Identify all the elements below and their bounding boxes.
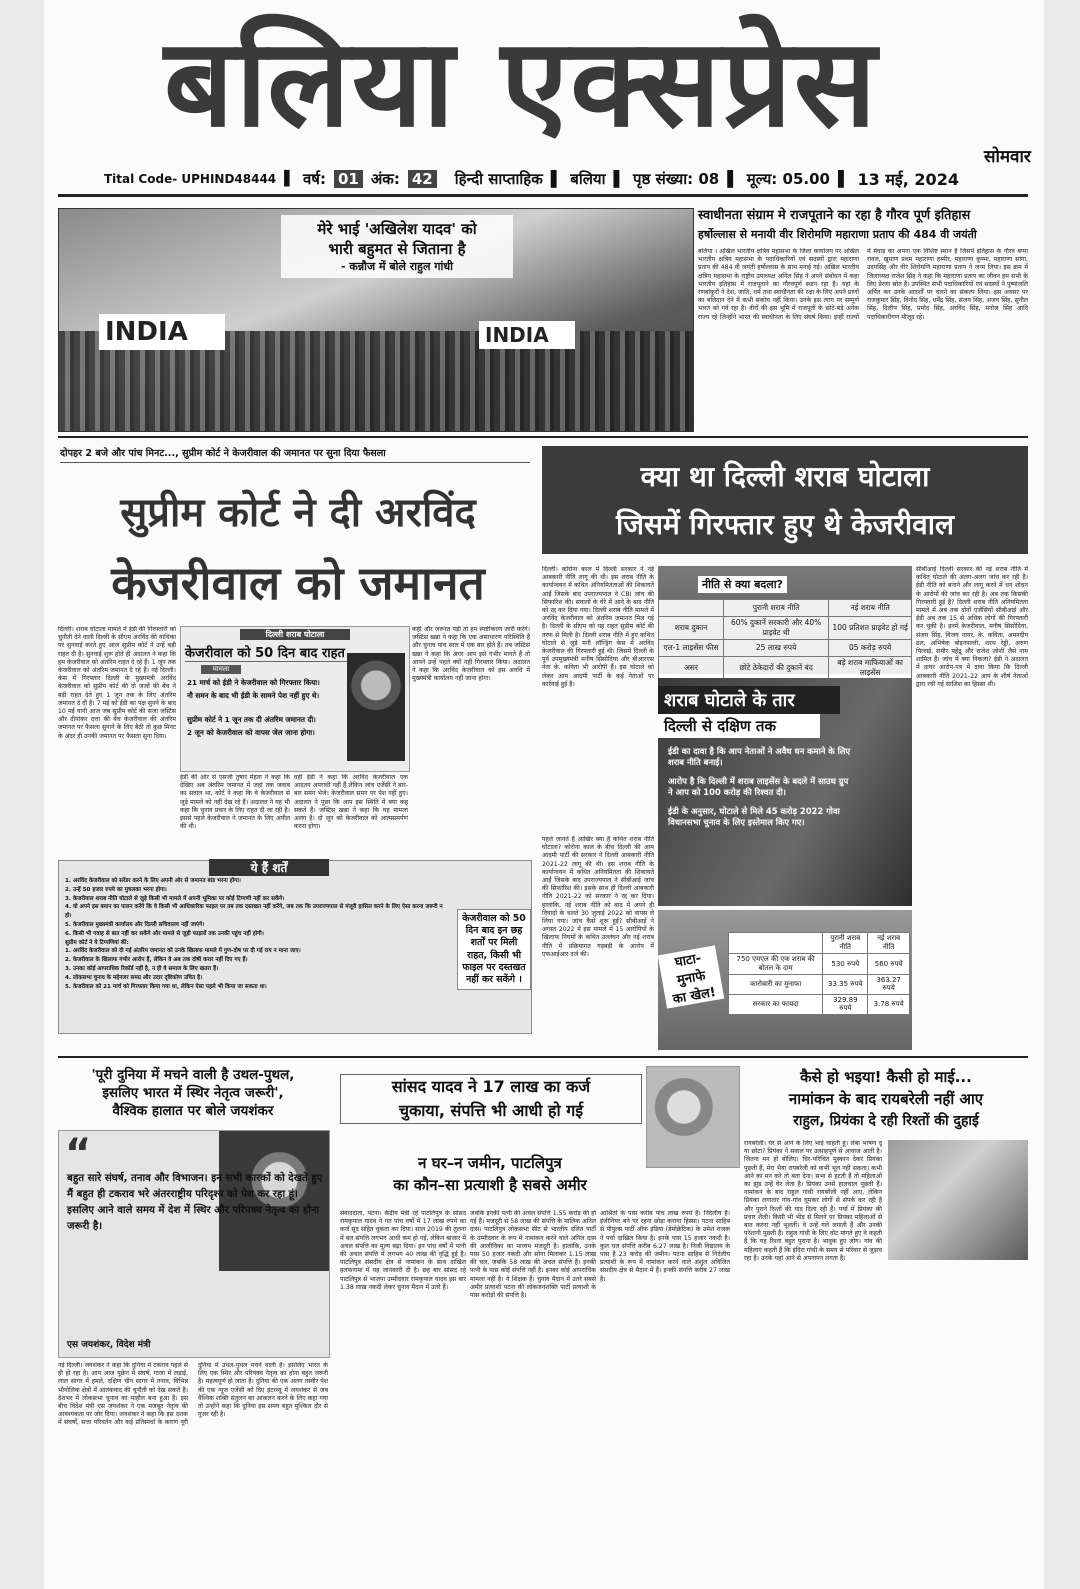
rb-hl-2: नामांकन के बाद रायबरेली नहीं आए [788,1090,984,1108]
photo-caption [281,215,513,278]
inset-bullet: 2 जून को केजरीवाल को वापस जेल जाना होगा। [187,728,315,737]
rae-bareli-headline [744,1066,1028,1132]
condition-item: 4. लोकसभा चुनाव के मद्देनजर समग्र और उदार दृष्टिकोण उचित है। [65,974,203,981]
scam-body-right: सीबीआई दिल्ली सरकार की नई शराब नीति में कथित घोटाले की अलग-अलग जांच कर रही है। ईडी नीति को बनाने और लागू करने में धन शोधन के आरोपों की जांच कर रही है। अब तक किसकी गिरफ्तारी हुई है? दिल्ली शराब नीति अनियमितता मामले में अब तक दोनों एजेंसियों सीबीआई और ईडी अब तक 15 से अधिक लोगों की गिरफ्तारी कर चुकी है। इनमें केजरीवाल, मनीष सिसोदिया, संजय सिंह, विजय नायर, के. कविता, अमनदीप ढल, अभिषेक बोइनपल्ली, शरथ रेड्डी, अरुण पिल्लई, समीर महेंद्रू और राजेश जोशी जैसे नाम शामिल हैं। जांच में क्या निकला? ईडी ने अदालत में दायर आरोप-पत्र में दावा किया कि दिल्ली आबकारी नीति 2021-22 आप के शीर्ष नेताओं द्वारा रची गई साजिश का हिस्सा थी। [916,566,1028,688]
city-label: बलिया [570,170,606,188]
pl-label-3: का खेल! [671,985,717,1008]
profit-loss-label [658,945,724,1008]
inset-bullet: 21 मार्च को ईडी ने केजरीवाल को गिरफ्तार किया। [187,678,320,687]
pl-cell: सरकार का फायदा [729,995,823,1015]
yadav-sub-2: का कौन–सा प्रत्याशी है सबसे अमीर [393,1176,587,1194]
section-rule-1 [58,436,1028,438]
priyanka-photo [888,1140,1028,1260]
policy-table [658,599,912,680]
rb-hl-1: कैसे हो भइया! कैसी हो माई... [800,1068,972,1086]
policy-cell: 60% दुकानें सरकारी और 40% प्राइवेट थी [724,617,829,640]
inset-tag: दिल्ली शराब घोटाला [240,629,350,640]
conditions-box [58,860,532,1034]
publication-type: हिन्दी साप्ताहिक [454,170,543,188]
policy-th [659,600,724,617]
profit-loss-graphic [658,910,912,1050]
year-label: वर्ष: [302,170,326,188]
pratap-story [698,208,1028,434]
policy-cell: शराब दुकान [659,617,724,640]
yadav-body-1: संवाददाता, पटना। केंद्रीय मंत्री रहे पाटलिपुत्र के सांसद रामकृपाल यादव ने गत पांच वर्षों में 17 लाख रुपये का कर्ज सूद सहित चुकता कर दिया। साल 2019 की तुलना में बल संपत्ति लगभग आधी कम हो गई, लेकिन बाजार में अचल संपत्ति का मूल्य बढ़ा दिया। इन पांच वर्षों में पत्नी की अचल संपत्ति में लगभग 40 लाख की वृद्धि हुई है। पाटलिपुत्र संसदीय क्षेत्र से नामांकन के साथ दाखिल हलफनामा में यह जानकारी दी है। छह बार सांसद रहे पाटलिपुत्र से भाजपा उम्मीदवार रामकृपाल यादव इस बार 1.38 लाख नकदी लेकर चुनाव मैदान में उतरे हैं। [340,1210,466,1291]
sc-headline-line-1: सुप्रीम कोर्ट ने दी अरविंद [120,490,476,536]
pl-th: पुरानी शराब नीति [823,933,868,954]
graphic2-point: ईडी के अनुसार, घोटाले से मिले 45 करोड़ 2022 गोवा विधानसभा चुनाव के लिए इस्तेमाल किए गए। [668,806,840,827]
graphic2-point: ईडी का दावा है कि आप नेताओं ने अवैध धन कमाने के लिए शराब नीति बनाई। [668,746,851,767]
yadav-hl-1: सांसद यादव ने 17 लाख का कर्ज [391,1077,591,1096]
yadav-hl-2: चुकाया, संपत्ति भी आधी हो गई [398,1101,584,1120]
pl-cell: 530 रुपये [823,954,868,975]
stage-banner-text-2: INDIA [485,323,549,347]
policy-cell: बड़े शराब माफियाओं का लाइसेंस [829,657,912,680]
pratap-subhead: हर्षोल्लास से मनायी वीर शिरोमणि महाराणा प्रताप की 484 वी जयंती [698,228,977,241]
pratap-body: बलिया । अखिल भारतीय क्षत्रिय महासभा के जिला कार्यालय पर अखिल भारतीय क्षत्रिय महासभा के पदाधिकारियों एवं सदस्यों द्वारा महाराणा प्रताप की 484 वी जयंती हर्षोल्लास के साथ मनाई गई। अखिल भारतीय क्षत्रिय महासभा के राष्ट्रीय उपाध्यक्ष अनिल सिंह ने अपने संबोधन में कहा भारतीय इतिहास में राजपूताने का गौरवपूर्ण स्थान रहा है। यहां के रणबांकुरों ने देश, जाति, धर्म तथा स्वाधीनता की रक्षा के लिए अपने प्राणों का बलिदान देने में कभी संकोच नहीं किया। उनके इस त्याग पर सम्पूर्ण भारत को गर्व रहा है। वीरों की इस भूमि में राजपूतों के छोटे-बड़े अनेक राज्य रहे जिन्होंने भारत की स्वाधीनता के लिए संघर्ष किया। इन्हीं राज्यों में मेवाड़ का अपना एक विशिष्ट स्थान है जिसमें इतिहास के गौरव बप्पा रावल, खुमाण प्रथम महाराणा हम्मीर, महाराणा कुम्भा, महाराणा सांगा, उदयसिंह और वीर शिरोमणि महाराणा प्रताप ने जन्म लिया। इस क्रम में जिलाध्यक्ष राजेश सिंह ने कहा कि महाराणा प्रताप का जीवन हम सभी के लिए प्रेरणा स्रोत है। उपस्थित सभी पदाधिकारियों एवं सदस्यों ने पुष्पांजलि अर्पित कर उनके आदर्शों पर चलने का संकल्प लिया। इस अवसर पर राजकुमार सिंह, विनोद सिंह, धर्मेंद्र सिंह, संजय सिंह, अजय सिंह, सुनील सिंह, दिलीप सिंह, प्रमोद सिंह, अरविंद सिंह, मनोज सिंह आदि पदाधिकारीगण मौजूद रहे। [698,248,1028,321]
condition-item: 6. किसी भी गवाह से बात नहीं कर सकेंगे और मामले से जुड़ी फाइलों तक उनकी पहुंच नहीं होगी। [65,930,264,937]
pl-label-2: मुनाफे [675,968,707,989]
jaishankar-hl-3: वैश्विक हालात पर बोले जयशंकर [112,1103,274,1119]
policy-cell: असर [659,657,724,680]
condition-item: 4. वो अपने इस बयान का पालन करेंगे कि वे किसी भी आधिकारिक फाइल पर तब तक दस्तखत नहीं करेंगे, जब तक कि उपराज्यपाल से मंजूरी हासिल करने के लिए ऐसा करना जरूरी न हो। [65,904,443,920]
rae-bareli-body: रायबरेली। घेर से आने के लिए भाई चाहती हूं। लंबा भाषण दू या छोटा? प्रियंका ने सवाल पर उत्साहपूर्ण से आवाज आती है। जितना मन हो बोलिए। चिर-परिचित मुस्कान देकर प्रियंका पूछती हैं, मेरा भैया रायबरेली को कभी भूल नहीं सकता। कभी आने का मन करे तो बता देना। सभा से हटती हैं तो महिलाओं का झुंड उन्हें घेर लेता है। प्रियंका उनसे हालचाल पूछती हैं। नामांकन के बाद राहुल गांधी रायबरेली नहीं आए, लेकिन प्रियंका लगातार गांव-गांव घूमकर लोगों से संपर्क कर रही हैं और पुराने रिश्तों की याद दिला रही हैं। पर्चा में प्रियंका की प्रचार शैली। किसी भी भीड़ से मिलने पर प्रियंका महिलाओं से बात करना नहीं भूलतीं। वे उन्हें गले लगाती हैं और उनकी परेशानी पूछती हैं। राहुल गांधी के लिए वोट मांगते हुए वे कहती हैं कि यह रिश्ता बहुत पुराना है। भावुक हुए लोग। गांव की महिलाएं कहती हैं कि इंदिरा गांधी के समय से परिवार से जुड़ाव रहा है। उनके यहां आने से अपनापन लगता है। [744,1140,882,1262]
scam-body-left: दिल्ली। कोरोना काल में दिल्ली सरकार ने नई आबकारी नीति लागू की थी। इस शराब नीति के कार्यान्वयन में कथित अनियमितताओं की शिकायतें आईं जिसके बाद उपराज्यपाल ने CBI जांच की सिफारिश की। सवालों के घेरे में आने के बाद नीति को रद्द कर दिया गया। दिल्ली शराब नीति मामले में अरविंद केजरीवाल को अंतरिम जमानत मिल गई है। दिल्ली के सीएम को यह राहत सुप्रीम कोर्ट की तरफ से मिली है। दिल्ली शराब नीति में हुए कथित घोटाले से जुड़े मनी लॉन्ड्रिंग केस में अरविंद केजरीवाल की गिरफ्तारी हुई थी। जिसमें दिल्ली के पूर्व उपमुख्यमंत्री मनीष सिसोदिया और बीआरएस नेता के. कविता भी आरोपी हैं। इस घोटाले को लेकर आम आदमी पार्टी के कई नेताओं पर कार्रवाई हुई है। [542,566,654,688]
newspaper-title: बलिया एक्सप्रेस [164,12,879,154]
dateline: सोमवार Tital Code- UPHIND48444 ▌ वर्ष: 01 अंक: 42 हिन्दी साप्ताहिक ▌ बलिया ▌ पृष्ठ संख्या: 08 ▌ मूल्य: 05.00 ▌ 13 मई, 2024 [104,148,1064,190]
policy-cell: छोटे ठेकेदारों की दुकानें बंद [724,657,829,680]
condition-item: 3. उनका कोई आपराधिक रिकॉर्ड नहीं है, न ही वे समाज के लिए खतरा हैं। [65,965,219,972]
pratap-headline: स्वाधीनता संग्राम मे राजपूताने का रहा है गौरव पूर्ण इतिहास [698,208,971,223]
newspaper-page [44,0,1044,1589]
sc-headline [58,478,538,618]
rally-photo [58,208,694,432]
graphic2-point: आरोप है कि दिल्ली में शराब लाइसेंस के बदले में साउथ ग्रुप ने आप को 100 करोड़ की रिश्वत दी। [668,776,849,797]
condition-item: 2. केजरीवाल के खिलाफ गंभीर आरोप हैं, लेकिन वे अब तक दोषी करार नहीं दिए गए हैं। [65,957,248,964]
policy-cell: एल-1 लाइसेंस फीस [659,640,724,657]
condition-item: सुप्रीम कोर्ट ने ये टिप्पणियां कीं: [65,939,129,946]
issue-value: 42 [408,170,437,188]
graphic2-title-1: शराब घोटाले के तार [658,686,840,714]
jaishankar-headline [58,1066,328,1120]
sc-body-col1: दिल्ली। शराब घोटाला मामले में ईडी की गिरफ्तारी को चुनौती देने वाली दिल्ली के सीएम अरविंद की याचिका पर सुनवाई करते हुए आज सुप्रीम कोर्ट ने उन्हें बड़ी राहत दी है। सुनवाई शुरू होते ही अदालत ने कहा कि हम केजरीवाल को अंतरिम राहत दे रहे हैं। 1 जून तक केजरीवाल को अंतरिम जमानत दे रहे हैं। नई दिल्ली। केस में गिरफ्तार दिल्ली के मुख्यमंत्री अरविंद केजरीवाल को सुप्रीम कोर्ट की दो जजों की बेंच ने बड़ी राहत देते हुए 1 जून तक के लिए अंतरिम जमानत दे दी है। 7 मई को ईडी का पक्ष सुनने के बाद 10 मई यानी आज जब सुप्रीम कोर्ट की सजा जस्टिस और दीपांकर दत्ता की बेंच केजरीवाल की अंतरिम जमानत पर फैसला सुनाने के लिए बैठी तो कुछ मिनट के अंदर ही उनकी जमानत पर फैसला सुना दिया। [58,626,176,740]
condition-item: 5. केजरीवाल मुख्यमंत्री कार्यालय और दिल्ली सचिवालय नहीं जाएंगे। [65,921,205,928]
masthead-rule [58,194,1028,197]
pl-cell: 3.78 रुपये [868,995,910,1015]
scam-body-mid: पहले जानते हैं आखिर क्या है कथित शराब नीति घोटाला? कोरोना काल के बीच दिल्ली की आम आदमी पार्टी की सरकार ने दिल्ली आबकारी नीति 2021-22 लागू की थी। इस शराब नीति के कार्यान्वयन में कथित अनियमितता की शिकायतें आईं जिसके बाद उपराज्यपाल ने सीबीआई जांच की सिफारिश की। इसके साथ ही दिल्ली आबकारी नीति 2021-22 को सरकार ने रद्द कर दिया। हालांकि, नई शराब नीति को बाद में अपने ही विवादों के चलते 30 जुलाई 2022 को वापस ले लिया गया। जांच कैसे शुरू हुई? सीबीआई ने अगस्त 2022 में इस मामले में 15 आरोपियों के खिलाफ नियमों के कथित उल्लंघन और नई शराब नीति में प्रक्रियागत गड़बड़ी के आरोप में एफआईआर दर्ज की। [542,836,654,958]
policy-cell: 25 लाख रुपये [724,640,829,657]
condition-item: 1. अरविंद केजरीवाल को दी गई अंतरिम जमानत को उनके खिलाफ मामले में गुण-दोष पर दी गई राय न माना जाए। [65,948,301,955]
pl-cell: 33.35 रुपये [823,975,868,995]
inset-bullet: सुप्रीम कोर्ट ने 1 जून तक दी अंतरिम जमानत दी। [187,715,316,724]
scam-headline [542,446,1028,554]
conditions-title: ये हैं शर्तें [209,859,329,876]
inset-sub: मामला [201,665,241,674]
condition-item: 1. अरविंद केजरीवाल को सरेंडर करने के लिए अपनी ओर से जमानत बांड भरना होगा। [65,878,241,884]
pl-cell: 750 एमएल की एक शराब की बोतल के दाम [729,954,823,975]
kejriwal-photo [347,653,405,761]
jaishankar-hl-1: 'पूरी दुनिया में मचने वाली है उथल-पुथल, [91,1067,295,1083]
title-code: Tital Code- UPHIND48444 [104,172,277,186]
inset-bullet: नौ समन के बाद भी ईडी के सामने पेश नहीं हुए थे। [187,691,320,700]
conditions-side-note: केजरीवाल को 50 दिन बाद इन छह शर्तों पर मिली राहत, किसी भी फाइल पर दस्तखत नहीं कर सकेंगे । [457,909,531,990]
pl-th: नई शराब नीति [868,933,910,954]
pl-th [729,933,823,954]
policy-graphic-title: नीति से क्या बदला? [698,576,787,593]
jaishankar-body: नई दिल्ली। जयशंकर ने कहा कि दुनिया में टकराव पहले से ही हो रहा है। आप आज यूक्रेन में संघर्ष, गाजा में लड़ाई, लाल सागर में हमले, दक्षिण चीन सागर में तनाव, विभिन्न भौगोलिक क्षेत्रों में आतंकवाद की चुनौती को देख सकते हैं। देशभर में लोकसभा चुनाव का माहौल बना हुआ है। इस बीच विदेश मंत्री एस जयशंकर ने एक मजबूत नेतृत्व की आवश्यकता पर जोर दिया। जयशंकर ने कहा कि इस दशक में संघर्षों, सत्ता परिवर्तन और कई प्रतिस्पर्धा के कारण पूरी दुनिया में उथल-पुथल मचने वाली है। इसलिए भारत के लिए एक स्थिर और परिपक्व नेतृत्व का होना बहुत जरूरी है। महत्वपूर्ण हो जाता है। दुनिया की एक अलग तस्वीर पेश की एक न्यूज एजेंसी को दिए इंटरव्यू में जयशंकर से जब वैश्विक शक्ति संतुलन का आकलन करने के लिए कहा गया तो उन्होंने कहा कि दुनिया इस समय बहुत मुश्किल दौर से गुजर रही है। [58,1362,328,1427]
condition-item: 2. उन्हें 50 हजार रुपये का मुचलका भरना होगा। [65,886,167,893]
jaishankar-hl-2: इसलिए भारत में स्थिर नेतृत्व जरूरी', [102,1085,284,1101]
sc-body-col3: वहीं ईडी ने कहा कि अरविंद केजरीवाल एक आदतन अपराधी नहीं हैं लेकिन जांच एजेंसी ने बार-बार समन भेजे। केजरीवाल समन पर पेश नहीं हुए। अदालत ने पूछा कि आप इस स्थिति में क्या कह सकते हैं। जस्टिस खन्ना ने कहा कि यह मामला अलग है। दो जून को केजरीवाल को आत्मसमर्पण करना होगा। [294,774,408,831]
section-rule-2 [58,1056,1028,1058]
jaishankar-quote-box [58,1130,330,1358]
yadav-body-3: आश्रितों के पास करीब पांच लाख रुपये हैं। निर्दलीय हैं। इंजीनियर बने पर रहना छोड़ा कराया हिस्सा। पटना साहिब से पीपुल्स पार्टी ऑफ इंडिया (डेमोक्रेटिक) के उमेश राजक ने पर्चा दाखिल किया है। इनके पास 15 हजार नकदी है। कुल चल संपत्ति करीब 6.27 लाख है। निजी विद्यालय के पास है 23 करोड़ की जमीन। पटना साहिब से निर्दलीय प्रत्याशी के रूप में नामांकन करने वाले अंशुल अविजित संसदीय क्षेत्र से मैदान में हैं। इनकी संपत्ति करीब 27 लाख है। [600,1210,730,1283]
condition-item: 5. केजरीवाल को 21 मार्च को गिरफ्तार किया गया था, लेकिन ऐसा पहले भी किया जा सकता था। [65,983,267,990]
issue-label: अंक: [370,170,400,188]
inset-title: केजरीवाल को 50 दिन बाद राहत [185,643,405,662]
caption-line-1: मेरे भाई 'अखिलेश यादव' को [317,220,477,238]
pl-cell: 363.27 रुपये [868,975,910,995]
sc-body-col4: कहीं और जरूरत पड़ी तो हम स्पष्टीकरण जारी करेंगे। जस्टिस खन्ना ने कहा कि एक असाधारण परिस्थिति है और चुनाव पांच साल में एक बार होते हैं। तब जस्टिस खन्ना ने कहा कि अगर आप इसे गंभीर मानते हैं तो आपने उन्हें पहले क्यों नहीं गिरफ्तार किया। अदालत ने कहा कि अरविंद केजरीवाल को इस अवधि में मुख्यमंत्री कार्यालय नहीं जाना होगा। [412,626,530,683]
policy-cell: 05 करोड़ रुपये [829,640,912,657]
policy-th: नई शराब नीति [829,600,912,617]
pl-label-1: घाटा- [673,951,703,971]
pl-cell: कारोबारी का मुनाफा [729,975,823,995]
caption-line-3: - कन्नौज में बोले राहुल गांधी [341,260,453,273]
yadav-cartoon [646,1066,740,1168]
stage-banner-left [99,314,225,350]
scam-link-graphic [658,678,912,906]
caption-line-2: भारी बहुमत से जिताना है [328,240,466,258]
issue-date: 13 मई, 2024 [857,170,959,189]
quote-mark-icon: “ [65,1131,92,1177]
day-label: सोमवार [984,147,1031,167]
scam-headline-line-1: क्या था दिल्ली शराब घोटाला [640,460,930,493]
stage-banner-right [479,321,575,349]
jaishankar-quote: बहुत सारे संघर्ष, तनाव और विभाजन। इन सभी कारकों को देखते हुए मैं बहुत ही टकराव भरे अंतरराष्ट्रीय परिदृश्य को पेश कर रहा हूं। इसलिए आने वाले समय में देश में स्थिर और परिपक्व नेतृत्व का होना जरूरी है। [67,1173,323,1232]
sc-kicker: दोपहर 2 बजे और पांच मिनट..., सुप्रीम कोर्ट ने केजरीवाल की जमानत पर सुना दिया फैसला [60,446,530,463]
policy-cell: 100 प्रतिशत प्राइवेट हो गई [829,617,912,640]
condition-item: 3. केजरीवाल शराब नीति घोटाले से जुड़े किसी भी मामले में अपनी भूमिका पर कोई टिप्पणी नहीं कर सकेंगे। [65,895,285,902]
relief-inset [180,626,410,772]
policy-graphic [658,566,912,677]
jaishankar-attribution: एस जयशंकर, विदेश मंत्री [67,1340,151,1350]
stage-banner-text: INDIA [105,317,188,347]
policy-th: पुरानी शराब नीति [724,600,829,617]
yadav-subhead [340,1152,640,1196]
price-label: मूल्य: 05.00 [746,170,830,188]
graphic2-title-2: दिल्ली से दक्षिण तक [658,714,820,738]
page-count: पृष्ठ संख्या: 08 [633,170,720,188]
pl-cell: 560 रुपये [868,954,910,975]
sc-body-col2: ईडी की ओर से एसजी तुषार मेहता ने कहा कि देखिए अब अंतरिम जमानत में जहां तक जवाब का सवाल था, कोर्ट ने कहा कि वे केजरीवाल से जुड़े मामले को नहीं देख रहे हैं। अदालत ने यह भी कहा कि चुनाव प्रचार के लिए राहत दी जा रही है। इससे पहले केजरीवाल ने जमानत के लिए अपील की थी। [180,774,290,831]
masthead [104,8,944,158]
yadav-body-2: जबकि इनकी पत्नी की अचल संपत्ति 1.55 करोड़ की हो गई है। मजदूरी से 58 लाख की संपत्ति के मालिक अनिल दास। पाटलिपुत्र लोकसभा सीट से भारतीय दलित पार्टी के उम्मीदवार के रूप में नामांकन करने वाले अनिल दास की आजीविका का माध्यम मजदूरी है। हालांकि, उनके पास 50 हजार नकदी और सोना मिलाकर 1.15 लाख की चल, जबकि 58 लाख की अचल संपत्ति है। इनकी पत्नी के पास कोई संपत्ति नहीं है। इनका कोई आपराधिक मामला नहीं है। ये शिक्षक हैं। चुनाव मैदान में उतरे सबसे अमीर प्रत्याशी पटना की लोकजनशक्ति पार्टी प्रत्याशी के पास करोड़ों की संपत्ति है। [470,1210,596,1300]
sc-headline-line-2: केजरीवाल को जमानत [111,556,485,610]
pl-cell: 329.89 रुपये [823,995,868,1015]
rb-hl-3: राहुल, प्रियंका दे रही रिश्तों की दुहाई [793,1113,979,1129]
yadav-headline [340,1074,642,1124]
yadav-sub-1: न घर–न जमीन, पाटलिपुत्र [418,1154,562,1172]
year-value: 01 [334,170,363,188]
conditions-list [65,877,451,991]
scam-headline-line-2: जिसमें गिरफ्तार हुए थे केजरीवाल [616,508,954,541]
profit-loss-table [728,932,910,1015]
